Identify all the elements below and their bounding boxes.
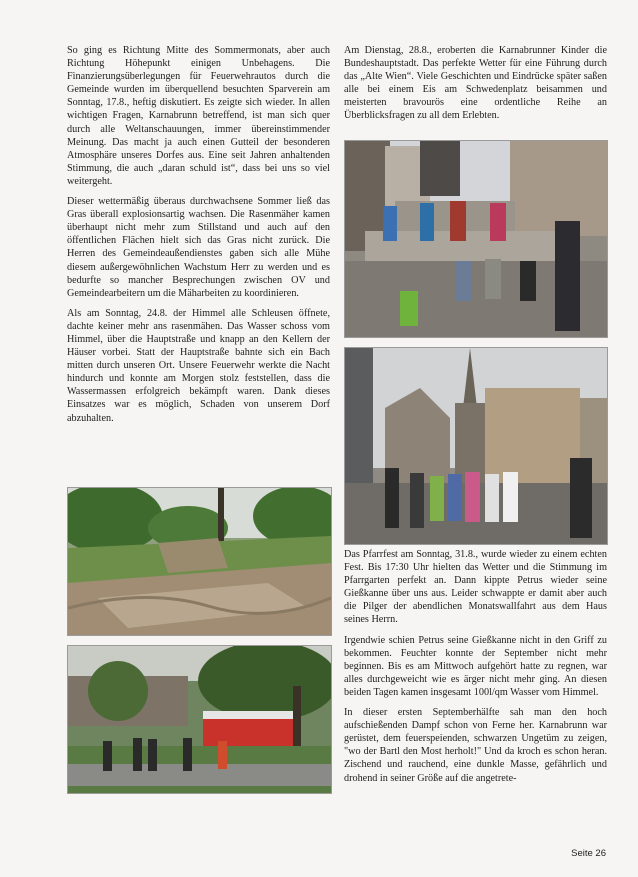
children-at-monument-photo — [344, 140, 608, 338]
flooded-field-image — [68, 488, 331, 635]
right-column-top — [344, 44, 607, 130]
group-at-cathedral-image — [345, 348, 607, 544]
paragraph-flood: Als am Sonntag, 24.8. der Himmel alle Schleusen öffnete, dachte keiner mehr ans rasenmähen. Das Wasser schoss vom Himmel, über die Hauptstraße und knapp an den Kellern der Häuser vorbei. Statt der Hauptstraße bahnte sich ein Bach mitten durch unseren Ort. Unsere Feuerwehr werkte die Nacht hindurch und konnte am Morgen stolz feststellen, dass die Wassermassen erfolgreich bekämpft waren. Dank dieses Einsatzes war es möglich, Schaden von unserem Dorf abzuhalten. — [67, 307, 330, 424]
flooded-field-photo — [67, 487, 332, 636]
paragraph-pfarrfest: Das Pfarrfest am Sonntag, 31.8., wurde wieder zu einem echten Fest. Bis 17:30 Uhr hielten das Wetter und die Stimmung im Pfarrgarten perfekt an. Dann kippte Petrus wieder seine Gießkanne über uns aus. Leider schwappte er damit aber auch die Pilger der abendlichen Monatswallfahrt aus dem Haus seines Herrn. — [344, 549, 607, 626]
paragraph-september-rain: Irgendwie schien Petrus seine Gießkanne nicht in den Griff zu bekommen. Feuchter konnte der September nicht mehr beginnen. Bis es am Mittwoch aufgehört hatte zu regnen, war alles durchgeweicht wie es ärger nicht mehr ging. An diesen beiden Tagen kamen insgesamt 100l/qm Wasser vom Himmel. — [344, 634, 607, 698]
group-at-cathedral-photo — [344, 347, 608, 545]
firefighters-photo — [67, 645, 332, 794]
paragraph-steam-train: In dieser ersten Septemberhälfte sah man den hoch aufschießenden Dampf schon von Ferne her. Karnabrunn war gerüstet, dem feuerspeienden, schwarzen Ungetüm zu zeigen, "wo der Bartl den Most herholt!" Und da kroch es schon heran. Zischend und rauchend, eine dunkle Masse, gefährlich und drohend in seiner Größe auf die angetrete- — [344, 707, 607, 784]
children-at-monument-image — [345, 141, 607, 337]
firefighters-image — [68, 646, 331, 793]
left-column — [67, 44, 330, 432]
paragraph-vienna-trip: Am Dienstag, 28.8., eroberten die Karnabrunner Kinder die Bundeshauptstadt. Das perfekte Wetter für eine Führung durch das „Alte Wien“. Viele Geschichten und Eindrücke später saßen alle bei einem Eis am Schwedenplatz beisammen und meisterten bravourös eine ordentliche Reihe an Überblicksfragen zu all dem Erlebten. — [344, 45, 607, 122]
paragraph-financing: So ging es Richtung Mitte des Sommermonats, aber auch Richtung Höhepunkt einigen Unbehagens. Die Finanzierungsüberlegungen für Feuerwehrautos durch die Gemeinde wurden im überquellend besuchten Sparverein am Sonntag, 17.8., heftig diskutiert. Es zeigte sich wieder. In allen wichtigen Fragen, Karnabrunn betreffend, ist man sich quer durch alle Weltanschauungen, immer übereinstimmender Meinung. Das macht ja auch einen Gutteil der besonderen Atmosphäre unseres Dorfes aus. Eine seit Jahren anhaltenden Stimmung, die auch „daran schuld ist“, dass bei uns so viel weitergeht. — [67, 45, 330, 187]
page-number: Seite 26 — [571, 848, 606, 859]
right-column-bottom — [344, 548, 607, 792]
paragraph-grass: Dieser wettermäßig überaus durchwachsene Sommer ließ das Gras überall explosionsartig wachsen. Die Rasenmäher kamen überhaupt nicht mehr zum Stillstand und auch auf den öffentlichen Flächen hielt sich das Gras nicht zurück. Die Herren des Gemeindeaußendienstes gaben sich alle Mühe diesem außergewöhnlichen Wachstum Herr zu werden und es bedurfte so mancher Besprechungen zwischen OV und Gemeindearbeitern um die Mäharbeiten zu koordinieren. — [67, 196, 330, 299]
